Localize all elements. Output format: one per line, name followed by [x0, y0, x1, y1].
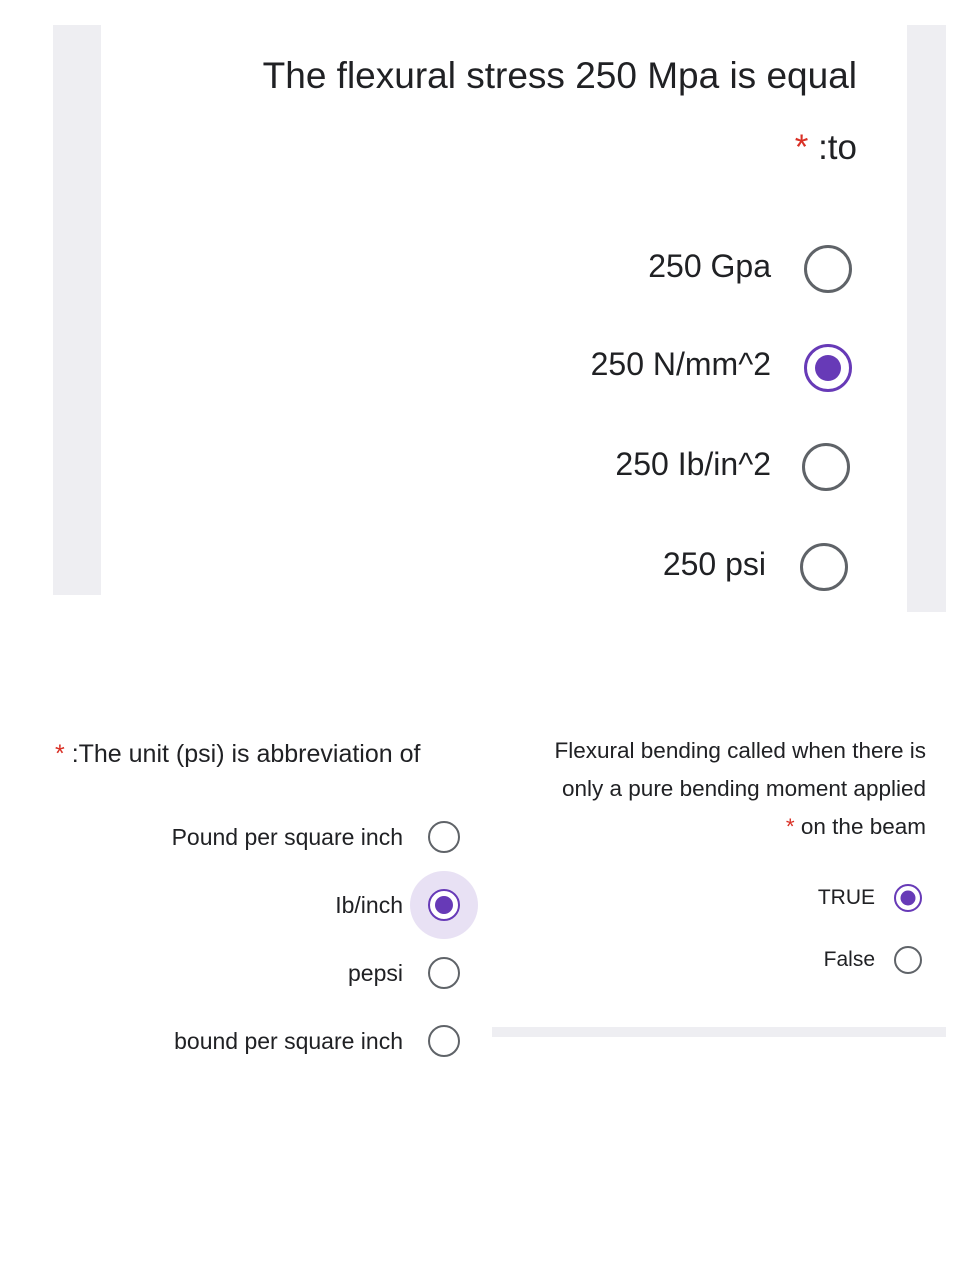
option-label: 250 Gpa — [648, 248, 771, 284]
divider-line — [492, 1027, 946, 1037]
required-asterisk: * — [794, 128, 809, 167]
question-1-title-end — [640, 126, 857, 170]
question-3-title — [505, 732, 926, 846]
option-label: Pound per square inch — [171, 824, 403, 850]
radio-unchecked-icon[interactable] — [428, 821, 460, 853]
radio-checked-icon[interactable] — [894, 884, 922, 912]
radio-unchecked-icon[interactable] — [802, 443, 850, 491]
radio-unchecked-icon[interactable] — [800, 543, 848, 591]
right-rail-top — [907, 25, 946, 612]
option-label: pepsi — [348, 960, 403, 986]
left-rail-top — [53, 25, 101, 595]
option-label: 250 N/mm^2 — [590, 346, 771, 382]
option-label: TRUE — [817, 886, 875, 909]
question-2-title — [55, 736, 460, 772]
option-label: 250 Ib/in^2 — [615, 446, 771, 482]
radio-unchecked-icon[interactable] — [428, 957, 460, 989]
question-1-title-suffix: :to — [818, 128, 857, 167]
question-1-title: The flexural stress 250 Mpa is equal — [262, 55, 857, 96]
question-3-title-line: Flexural bending called when there is — [554, 738, 926, 763]
required-asterisk: * — [55, 740, 65, 768]
radio-unchecked-icon[interactable] — [804, 245, 852, 293]
option-label: 250 psi — [662, 546, 766, 582]
radio-checked-icon[interactable] — [428, 889, 460, 921]
question-2-title-text: :The unit (psi) is abbreviation of — [71, 740, 421, 768]
option-label: bound per square inch — [174, 1028, 403, 1054]
question-3-title-line: only a pure bending moment applied — [562, 776, 926, 801]
question-3-title-suffix: on the beam — [800, 814, 926, 839]
option-label: False — [823, 948, 875, 971]
required-asterisk: * — [785, 814, 795, 839]
radio-checked-icon[interactable] — [804, 344, 852, 392]
option-label: Ib/inch — [335, 892, 403, 918]
radio-unchecked-icon[interactable] — [428, 1025, 460, 1057]
question-3-title-line — [505, 808, 926, 846]
radio-unchecked-icon[interactable] — [894, 946, 922, 974]
